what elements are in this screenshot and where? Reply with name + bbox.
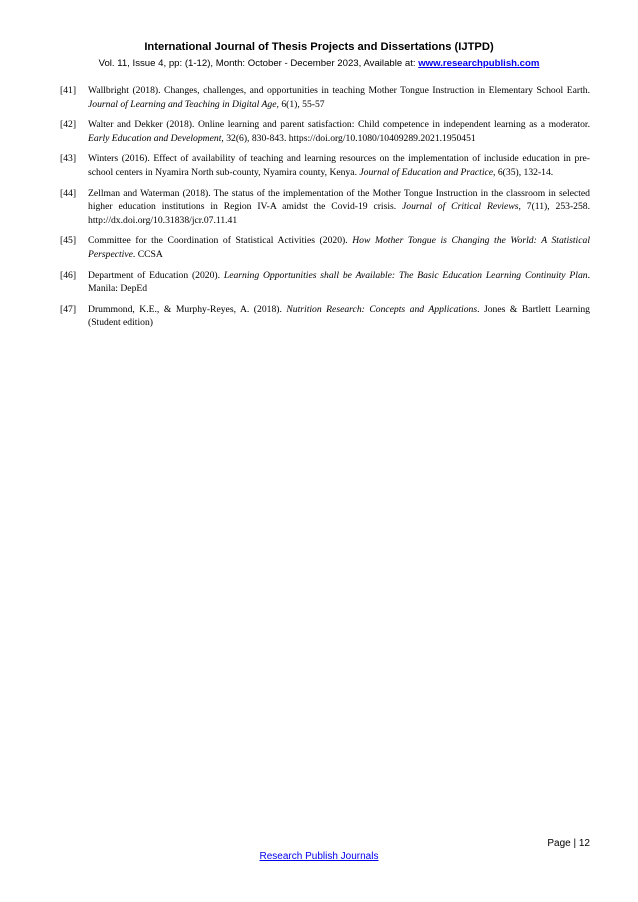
reference-item bbox=[60, 234, 590, 261]
reference-item bbox=[60, 187, 590, 228]
reference-item bbox=[60, 118, 590, 145]
reference-number: [47] bbox=[60, 303, 77, 315]
reference-text: Wallbright (2018). Changes, challenges, and opportunities in teaching Mother Tongue Instruction in Elementary School Earth. Journal of Learning and Teaching in Digital Age, 6(1), 55-57 bbox=[88, 85, 590, 110]
reference-text: Zellman and Waterman (2018). The status of the implementation of the Mother Tongue Instruction in the classroom in selected higher education institutions in Region IV-A amidst the Covid-19 crisis. Journal of Critical Reviews, 7(11), 253-258. http://dx.doi.org/10.31838/jcr.07.11.41 bbox=[88, 187, 590, 226]
reference-text: Drummond, K.E., & Murphy-Reyes, A. (2018). Nutrition Research: Concepts and Applications. Jones & Bartlett Learning (Student edition) bbox=[88, 303, 590, 329]
journal-issue-info: Vol. 11, Issue 4, pp: (1-12), Month: October - December 2023, Available at: bbox=[98, 58, 419, 69]
reference-number: [42] bbox=[60, 119, 77, 131]
reference-text: Committee for the Coordination of Statistical Activities (2020). How Mother Tongue is Changing the World: A Statistical Perspective. CCSA bbox=[88, 235, 590, 260]
reference-list bbox=[60, 84, 590, 337]
reference-source: Journal of Learning and Teaching in Digital Age bbox=[88, 98, 277, 110]
reference-source: How Mother Tongue is Changing the World: A Statistical Perspective bbox=[88, 235, 590, 260]
reference-source: Learning Opportunities shall be Available: The Basic Education Learning Continuity Plan bbox=[223, 269, 588, 281]
page-footer bbox=[0, 851, 638, 862]
reference-number: [44] bbox=[60, 187, 77, 199]
page-number: Page | 12 bbox=[547, 838, 590, 849]
reference-item bbox=[60, 303, 590, 330]
page-header bbox=[0, 40, 638, 70]
journal-website-link[interactable]: www.researchpublish.com bbox=[418, 58, 540, 69]
reference-source: Nutrition Research: Concepts and Applications bbox=[286, 303, 478, 315]
reference-source: Journal of Critical Reviews bbox=[402, 201, 519, 213]
reference-number: [43] bbox=[60, 153, 77, 165]
journal-meta bbox=[0, 57, 638, 70]
reference-source: Journal of Education and Practice bbox=[359, 166, 494, 178]
reference-number: [46] bbox=[60, 269, 77, 281]
reference-item bbox=[60, 269, 590, 296]
reference-text: Winters (2016). Effect of availability of teaching and learning resources on the implementation of incluside education in pre-school centers in Nyamira North sub-county, Nyamira county, Kenya. Journal of Education and Practice, 6(35), 132-14. bbox=[88, 153, 590, 178]
reference-text: Walter and Dekker (2018). Online learning and parent satisfaction: Child competence in independent learning as a moderator. Early Education and Development, 32(6), 830-843. https://doi.org/10.1080/10409289.2021.1950451 bbox=[88, 119, 590, 144]
publisher-link[interactable]: Research Publish Journals bbox=[259, 851, 379, 862]
reference-source: Early Education and Development bbox=[88, 132, 222, 144]
reference-item bbox=[60, 152, 590, 179]
reference-number: [41] bbox=[60, 85, 77, 96]
reference-item bbox=[60, 84, 590, 111]
journal-title: International Journal of Thesis Projects and Dissertations (IJTPD) bbox=[144, 41, 494, 53]
reference-text: Department of Education (2020). Learning Opportunities shall be Available: The Basic Education Learning Continuity Plan. Manila: DepEd bbox=[88, 269, 590, 295]
reference-number: [45] bbox=[60, 235, 77, 247]
